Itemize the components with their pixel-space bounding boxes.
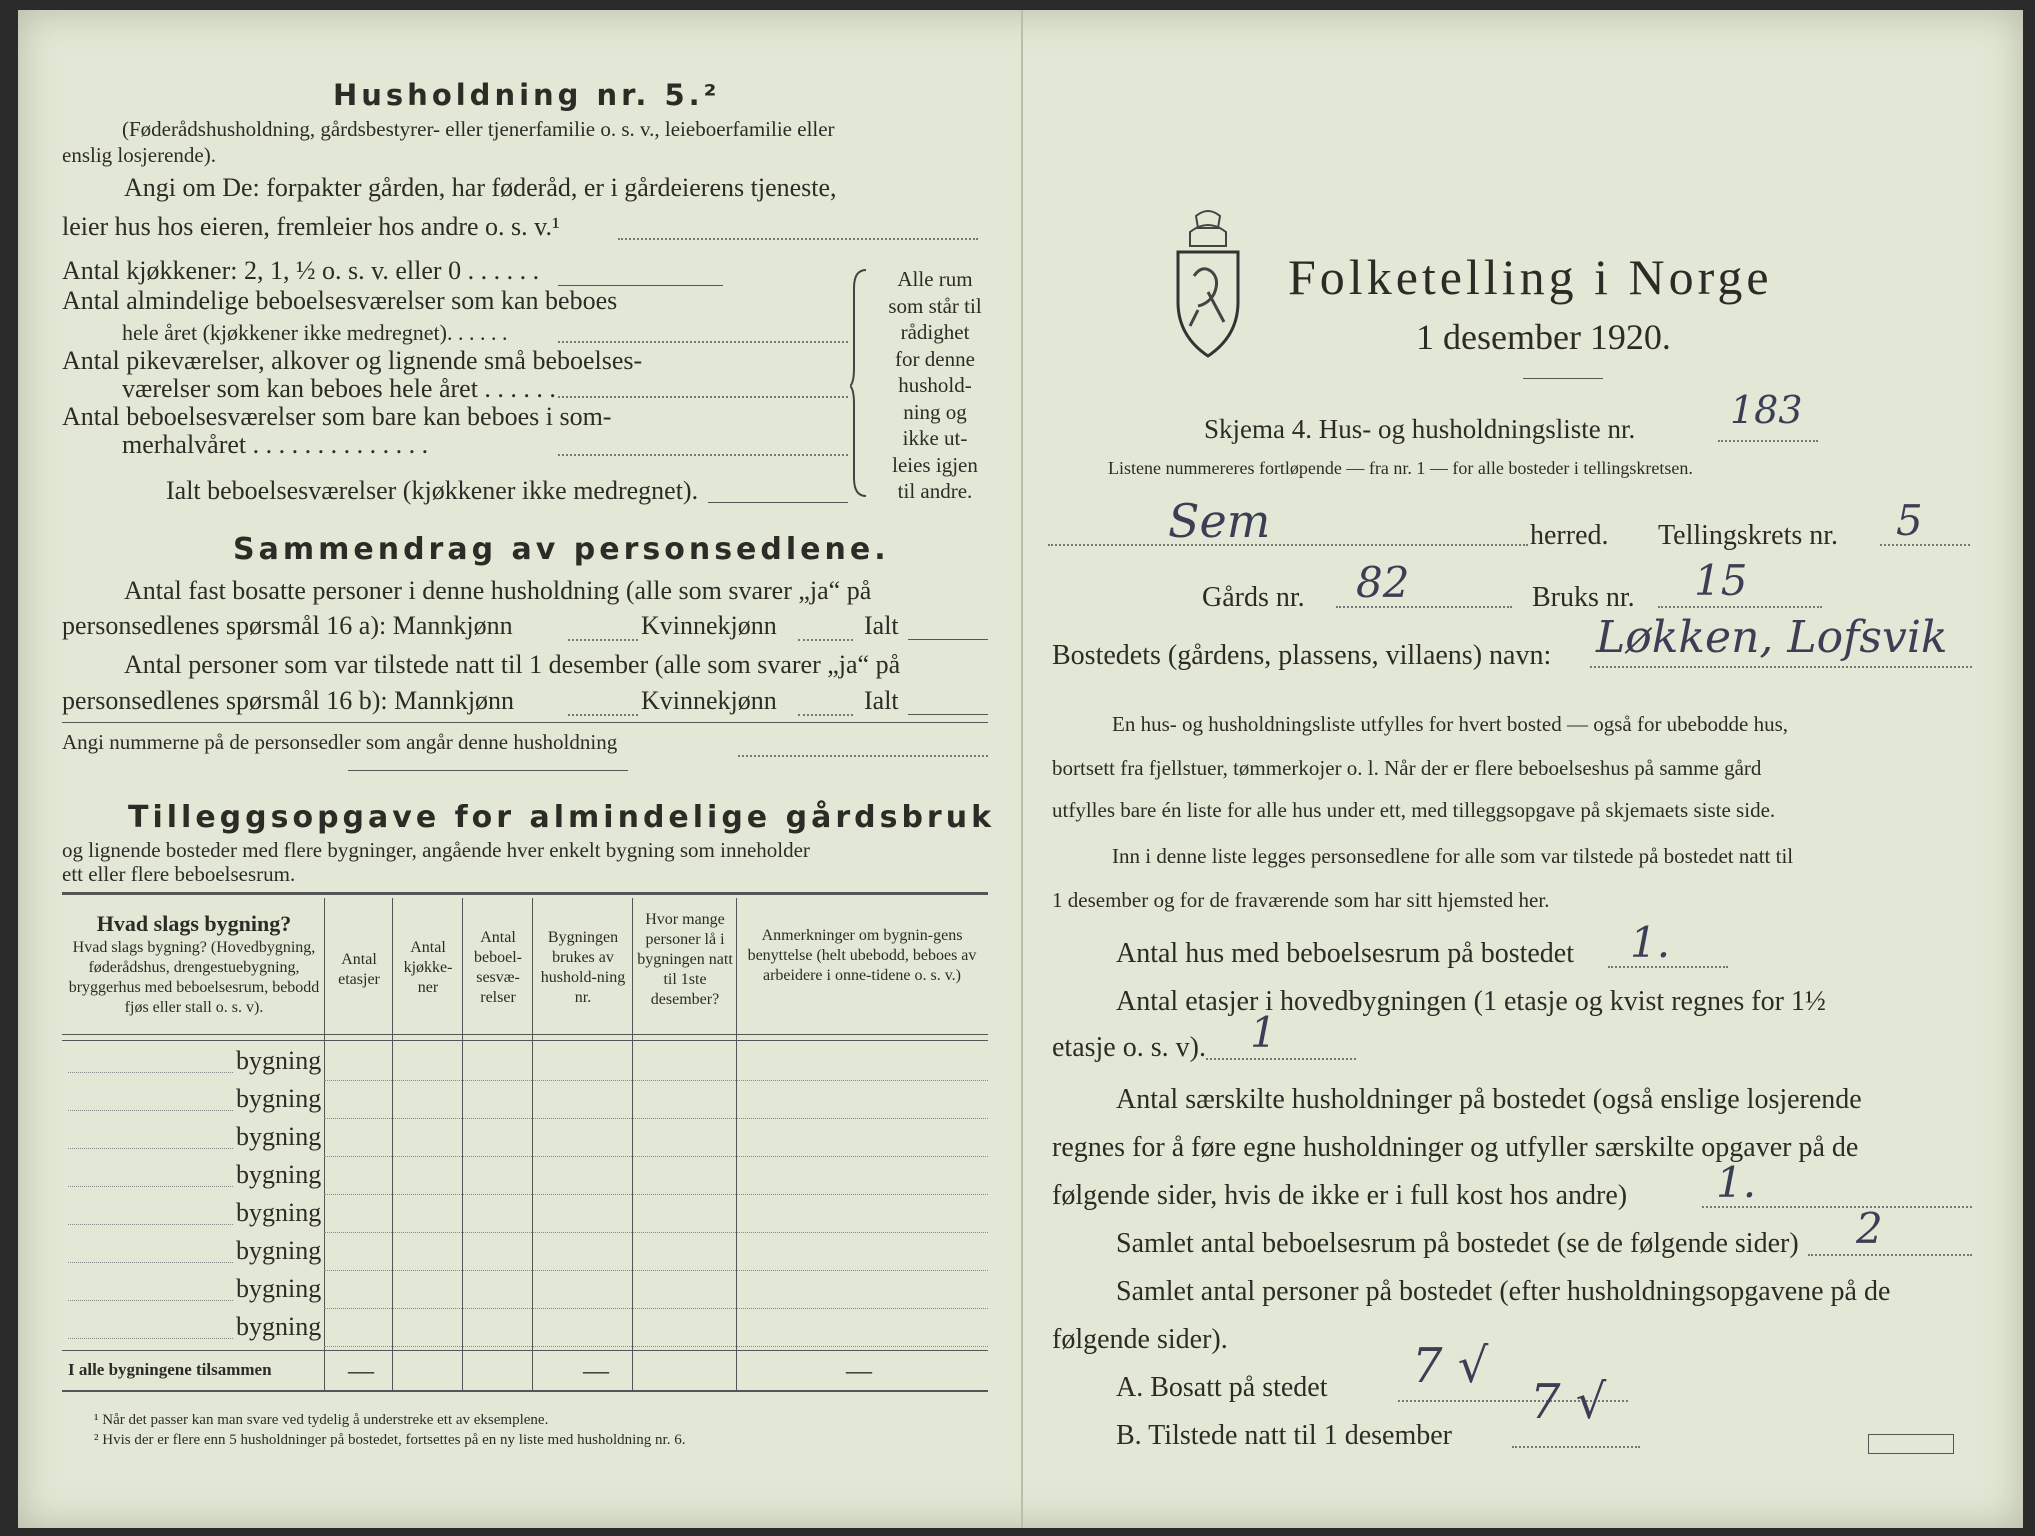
b-line bbox=[1512, 1446, 1640, 1448]
gards-label: Gårds nr. bbox=[1202, 582, 1305, 613]
summary-male-line-2 bbox=[568, 714, 638, 716]
bosted-value[interactable]: Løkken, Lofsvik bbox=[1596, 612, 1948, 663]
table-row-label: bygning bbox=[236, 1122, 322, 1151]
bosted-label: Bostedets (gårdens, plassens, villaens) navn: bbox=[1052, 640, 1552, 671]
rooms-ordinary-1: Antal almindelige beboelsesværelser som kan beboes bbox=[62, 286, 618, 315]
q-pers-2: følgende sider). bbox=[1052, 1324, 1228, 1355]
table-row[interactable] bbox=[324, 1194, 988, 1195]
instruction-5: 1 desember og for de fraværende som har sitt hjemsted her. bbox=[1052, 888, 1550, 912]
bruks-label: Bruks nr. bbox=[1532, 582, 1635, 613]
table-top-rule bbox=[62, 892, 988, 895]
summary-female-line-2 bbox=[798, 714, 853, 716]
q-hush-value[interactable]: 1. bbox=[1716, 1158, 1757, 1207]
intro-line-4: leier hus hos eieren, fremleier hos andre o. s. v.¹ bbox=[62, 212, 560, 241]
total-rooms-answer-line bbox=[708, 502, 848, 503]
ordinary-answer-line bbox=[558, 341, 848, 343]
nummerne-answer-line bbox=[738, 755, 988, 757]
table-col-divider bbox=[532, 898, 533, 1390]
table-row[interactable] bbox=[324, 1156, 988, 1157]
supplement-line-1: og lignende bosteder med flere bygninger, angående hver enkelt bygning som inneholder bbox=[62, 838, 810, 862]
table-row-label: bygning bbox=[236, 1084, 322, 1113]
angi-nummerne: Angi nummerne på de personsedler som angår denne husholdning bbox=[62, 730, 618, 754]
q-etasjer-2: etasje o. s. v). bbox=[1052, 1032, 1206, 1063]
q-etasjer-line bbox=[1206, 1058, 1356, 1060]
q-etasjer-1: Antal etasjer i hovedbygningen (1 etasje og kvist regnes for 1½ bbox=[1116, 986, 1826, 1017]
short-rule bbox=[348, 770, 628, 771]
intro-line-3: Angi om De: forpakter gården, har føderåd, er i gårdeierens tjeneste, bbox=[124, 173, 837, 202]
supplement-heading: Tilleggsopgave for almindelige gårdsbruk bbox=[128, 800, 996, 835]
supplement-line-2: ett eller flere beboelsesrum. bbox=[62, 862, 296, 886]
rooms-maid-2: værelser som kan beboes hele året . . . . . . bbox=[122, 374, 556, 403]
form-date: 1 desember 1920. bbox=[1416, 317, 1671, 357]
table-header-persons: Hvor mange personer lå i bygningen natt til 1ste desember? bbox=[637, 911, 733, 1008]
rooms-maid-1: Antal pikeværelser, alkover og lignende små beboelses- bbox=[62, 346, 643, 375]
household-heading: Husholdning nr. 5.² bbox=[333, 78, 721, 112]
rooms-kitchens: Antal kjøkkener: 2, 1, ½ o. s. v. eller 0 . . . . . . bbox=[62, 256, 540, 285]
q-etasjer-value[interactable]: 1 bbox=[1250, 1008, 1277, 1057]
intro-line-1: (Føderådshusholdning, gårdsbestyrer- eller tjenerfamilie o. s. v., leieboerfamilie eller bbox=[122, 117, 835, 141]
numbering-note: Listene nummereres fortløpende — fra nr. 1 — for alle bosteder i tellingskretsen. bbox=[1108, 458, 1693, 478]
table-header-floors: Antal etasjer bbox=[338, 951, 380, 988]
table-row[interactable] bbox=[324, 1308, 988, 1309]
herred-value[interactable]: Sem bbox=[1168, 494, 1271, 548]
total-dash: — bbox=[348, 1356, 374, 1385]
footnote-1: ¹ Når det passer kan man svare ved tydelig å understreke ett av eksemplene. bbox=[94, 1412, 549, 1428]
table-row-entry-line[interactable] bbox=[68, 1262, 233, 1263]
summary-total-label-1: Ialt bbox=[864, 611, 899, 640]
krets-label: Tellingskrets nr. bbox=[1658, 520, 1839, 551]
total-dash: — bbox=[846, 1356, 872, 1385]
summary-total-line-1 bbox=[908, 639, 988, 640]
table-total-top-rule bbox=[62, 1350, 988, 1351]
a-label: A. Bosatt på stedet bbox=[1116, 1372, 1328, 1403]
q-pers-1: Samlet antal personer på bostedet (efter husholdningsopgavene på de bbox=[1116, 1276, 1891, 1307]
table-row-label: bygning bbox=[236, 1046, 322, 1075]
title-rule bbox=[1523, 378, 1603, 379]
rooms-summer-1: Antal beboelsesværelser som bare kan beboes i som- bbox=[62, 402, 612, 431]
q-hus: Antal hus med beboelsesrum på bostedet bbox=[1116, 938, 1575, 969]
q-hush-3: følgende sider, hvis de ikke er i full kost hos andre) bbox=[1052, 1180, 1628, 1211]
a-value[interactable]: 7 √ bbox=[1412, 1338, 1489, 1394]
summary-line-2: personsedlenes spørsmål 16 a): Mannkjønn bbox=[62, 611, 513, 640]
gards-value[interactable]: 82 bbox=[1356, 558, 1410, 607]
table-row-entry-line[interactable] bbox=[68, 1148, 233, 1149]
table-col-divider bbox=[462, 898, 463, 1390]
summary-line-4: personsedlenes spørsmål 16 b): Mannkjønn bbox=[62, 686, 515, 715]
table-row-entry-line[interactable] bbox=[68, 1338, 233, 1339]
schema-label: Skjema 4. Hus- og husholdningsliste nr. bbox=[1204, 414, 1636, 444]
table-bottom-rule bbox=[62, 1390, 988, 1392]
rooms-ordinary-2: hele året (kjøkkener ikke medregnet). . . . . . bbox=[122, 320, 508, 345]
table-header-rule-2 bbox=[62, 1040, 988, 1041]
table-header-rooms: Antal beboel-sesvæ-relser bbox=[474, 929, 522, 1006]
bosted-line bbox=[1590, 666, 1972, 668]
table-col-divider bbox=[324, 898, 325, 1390]
table-row-entry-line[interactable] bbox=[68, 1110, 233, 1111]
table-row[interactable] bbox=[324, 1118, 988, 1119]
summary-female-label-2: Kvinnekjønn bbox=[641, 686, 777, 715]
total-dash: — bbox=[583, 1356, 609, 1385]
table-row-label: bygning bbox=[236, 1274, 322, 1303]
coat-of-arms-icon bbox=[1168, 206, 1248, 366]
herred-line bbox=[1048, 544, 1528, 546]
q-hush-2: regnes for å føre egne husholdninger og utfyller særskilte opgaver på de bbox=[1052, 1132, 1859, 1163]
summary-line-3: Antal personer som var tilstede natt til 1 desember (alle som svarer „ja“ på bbox=[124, 650, 901, 679]
table-row[interactable] bbox=[324, 1270, 988, 1271]
table-col-divider bbox=[736, 898, 737, 1390]
krets-value[interactable]: 5 bbox=[1896, 496, 1923, 545]
page-fold bbox=[1021, 10, 1023, 1528]
table-header-remarks: Anmerkninger om bygnin-gens benyttelse (helt ubebodd, beboes av arbeidere i onne-tidene o. s. v.) bbox=[747, 927, 977, 984]
table-row-label: bygning bbox=[236, 1198, 322, 1227]
summary-female-line-1 bbox=[798, 639, 853, 641]
table-header-rule bbox=[62, 1034, 988, 1035]
bracket-note: Alle rum som står til rådighet for denne hushold- ning og ikke ut- leies igjen til andre. bbox=[888, 267, 982, 503]
summary-female-label-1: Kvinnekjønn bbox=[641, 611, 777, 640]
b-label: B. Tilstede natt til 1 desember bbox=[1116, 1420, 1452, 1451]
rooms-summer-2: merhalvåret . . . . . . . . . . . . . . bbox=[122, 430, 429, 459]
intro-line-2: enslig losjerende). bbox=[62, 143, 216, 167]
printer-stamp-icon bbox=[1868, 1434, 1954, 1454]
table-row-entry-line[interactable] bbox=[68, 1186, 233, 1187]
table-row-entry-line[interactable] bbox=[68, 1072, 233, 1073]
q-rum-line bbox=[1808, 1254, 1972, 1256]
table-row-label: bygning bbox=[236, 1160, 322, 1189]
summary-male-line-1 bbox=[568, 639, 638, 641]
table-row-label: bygning bbox=[236, 1312, 322, 1341]
schema-nr-value[interactable]: 183 bbox=[1730, 388, 1803, 432]
bracket bbox=[850, 268, 870, 498]
total-rooms: Ialt beboelsesværelser (kjøkkener ikke medregnet). bbox=[166, 476, 699, 505]
table-row[interactable] bbox=[324, 1346, 988, 1347]
krets-line bbox=[1880, 544, 1970, 546]
maid-answer-line bbox=[558, 396, 848, 398]
table-header-kitchens: Antal kjøkke-ner bbox=[403, 939, 453, 996]
table-total-label: I alle bygningene tilsammen bbox=[68, 1360, 272, 1379]
intro-answer-line bbox=[618, 238, 978, 240]
summary-total-label-2: Ialt bbox=[864, 686, 899, 715]
separator bbox=[62, 722, 988, 723]
herred-label: herred. bbox=[1530, 520, 1609, 551]
instruction-1: En hus- og husholdningsliste utfylles for hvert bosted — også for ubebodde hus, bbox=[1112, 712, 1788, 736]
summer-answer-line bbox=[558, 454, 848, 456]
bruks-value[interactable]: 15 bbox=[1694, 556, 1748, 605]
schema-nr-line bbox=[1718, 440, 1818, 442]
summary-total-line-2 bbox=[908, 714, 988, 715]
form-title: Folketelling i Norge bbox=[1288, 249, 1773, 305]
summary-line-1: Antal fast bosatte personer i denne husholdning (alle som svarer „ja“ på bbox=[124, 576, 872, 605]
q-rum-value[interactable]: 2 bbox=[1856, 1204, 1883, 1253]
table-col-divider bbox=[392, 898, 393, 1390]
table-row-label: bygning bbox=[236, 1236, 322, 1265]
table-header-household: Bygningen brukes av hushold-ning nr. bbox=[540, 929, 626, 1006]
q-rum: Samlet antal beboelsesrum på bostedet (se de følgende sider) bbox=[1116, 1228, 1799, 1259]
table-row[interactable] bbox=[324, 1232, 988, 1233]
summary-heading: Sammendrag av personsedlene. bbox=[233, 532, 890, 567]
instruction-4: Inn i denne liste legges personsedlene for alle som var tilstede på bostedet natt til bbox=[1112, 844, 1794, 868]
q-hus-value[interactable]: 1. bbox=[1630, 918, 1671, 967]
table-row[interactable] bbox=[324, 1080, 988, 1081]
q-hush-1: Antal særskilte husholdninger på bostedet (også enslige losjerende bbox=[1116, 1084, 1862, 1115]
table-row-entry-line[interactable] bbox=[68, 1224, 233, 1225]
instruction-3: utfylles bare én liste for alle hus under ett, med tilleggsopgave på skjemaets siste side. bbox=[1052, 798, 1776, 822]
footnote-2: ² Hvis der er flere enn 5 husholdninger på bostedet, fortsettes på en ny liste med husholdning nr. 6. bbox=[94, 1432, 686, 1448]
table-col-divider bbox=[632, 898, 633, 1390]
census-form-sheet bbox=[18, 10, 2023, 1528]
table-row-entry-line[interactable] bbox=[68, 1300, 233, 1301]
table-header-type: Hvad slags bygning? Hvad slags bygning? (Hovedbygning, føderådshus, drengestuebygning, bryggerhus med beboelsesrum, bebodd fjøs eller stall o. s. v). bbox=[68, 911, 320, 1016]
b-value[interactable]: 7 √ bbox=[1530, 1374, 1607, 1430]
bruks-line bbox=[1658, 606, 1822, 608]
instruction-2: bortsett fra fjellstuer, tømmerkojer o. l. Når der er flere beboelseshus på samme gård bbox=[1052, 756, 1762, 780]
